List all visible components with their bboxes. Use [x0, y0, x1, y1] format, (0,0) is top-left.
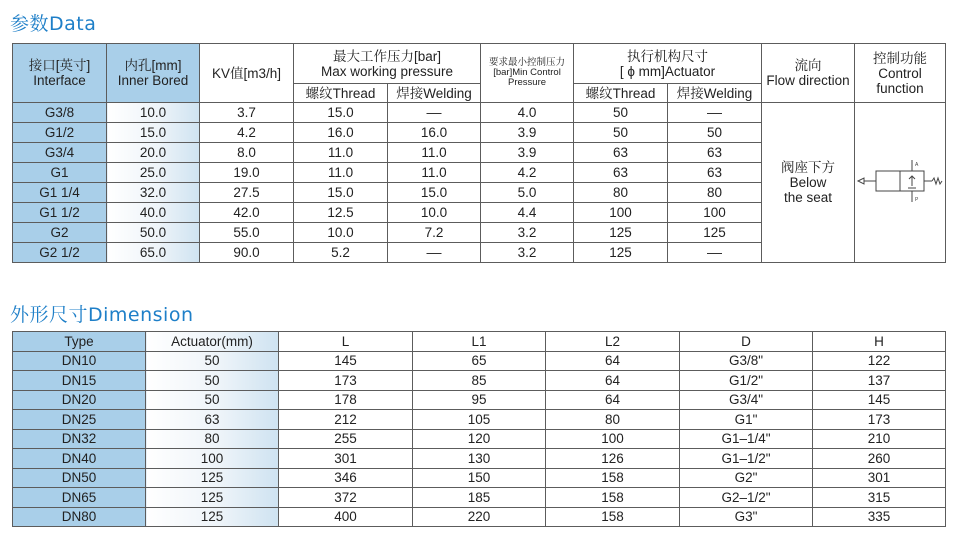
actuator-cell: 63 [146, 410, 279, 430]
interface-cell: G1/2 [13, 123, 107, 143]
actuator-welding-cell: 80 [668, 183, 762, 203]
h-cell: 301 [813, 468, 946, 488]
actuator-header-cn: 执行机构尺寸 [627, 48, 709, 64]
pressure-thread-cell: 10.0 [294, 223, 388, 243]
max-pressure-header [294, 44, 481, 84]
bore-header-cn: 内孔[mm] [124, 58, 182, 73]
table-row [13, 390, 946, 410]
actuator-welding-cell: 63 [668, 163, 762, 183]
header-row [13, 332, 946, 352]
min-control-cell: 5.0 [481, 183, 574, 203]
bore-cell: 25.0 [107, 163, 200, 183]
l-cell: 255 [279, 429, 413, 449]
l-header: L [279, 332, 413, 352]
pressure-welding-cell: 11.0 [388, 163, 481, 183]
h-header: H [813, 332, 946, 352]
pressure-welding-cell: 10.0 [388, 203, 481, 223]
actuator-thread-cell: 80 [574, 183, 668, 203]
bore-cell: 20.0 [107, 143, 200, 163]
interface-cell: G1 1/4 [13, 183, 107, 203]
actuator-welding-cell: 50 [668, 123, 762, 143]
kv-cell: 8.0 [200, 143, 294, 163]
flow-direction-cell [762, 103, 855, 263]
type-cell: DN25 [13, 410, 146, 430]
l1-cell: 185 [413, 488, 546, 508]
interface-cell: G3/4 [13, 143, 107, 163]
actuator-cell: 125 [146, 468, 279, 488]
type-cell: DN80 [13, 507, 146, 527]
l1-cell: 105 [413, 410, 546, 430]
max-pressure-header-en: Max working pressure [320, 63, 454, 79]
actuator-cell: 50 [146, 390, 279, 410]
h-cell: 137 [813, 371, 946, 391]
type-cell: DN32 [13, 429, 146, 449]
type-cell: DN20 [13, 390, 146, 410]
table-row [13, 488, 946, 508]
actuator-thread-header: 螺纹Thread [574, 84, 668, 103]
pressure-thread-cell: 15.0 [294, 103, 388, 123]
l2-cell: 158 [546, 468, 680, 488]
dimension-table [12, 331, 946, 527]
interface-cell: G1 1/2 [13, 203, 107, 223]
pressure-welding-header: 焊接Welding [388, 84, 481, 103]
bore-cell: 15.0 [107, 123, 200, 143]
kv-cell: 27.5 [200, 183, 294, 203]
l1-cell: 130 [413, 449, 546, 469]
table-row [13, 371, 946, 391]
l-cell: 212 [279, 410, 413, 430]
l2-cell: 158 [546, 488, 680, 508]
min-control-cell: 3.2 [481, 223, 574, 243]
actuator-header [574, 44, 762, 84]
flow-value-en2: the seat [783, 190, 833, 205]
port-p-label: P [915, 197, 919, 203]
h-cell: 210 [813, 429, 946, 449]
table-row [13, 351, 946, 371]
interface-cell: G2 1/2 [13, 243, 107, 263]
l-cell: 145 [279, 351, 413, 371]
table-row [13, 103, 946, 123]
l-cell: 178 [279, 390, 413, 410]
flow-value-cn: 阀座下方 [781, 160, 836, 175]
d-cell: G2–1/2" [680, 488, 813, 508]
type-cell: DN40 [13, 449, 146, 469]
pressure-welding-cell: 15.0 [388, 183, 481, 203]
control-header-en2: function [876, 80, 924, 96]
pressure-welding-cell: 16.0 [388, 123, 481, 143]
h-cell: 335 [813, 507, 946, 527]
flow-value-en1: Below [789, 175, 827, 190]
d-cell: G1–1/2" [680, 449, 813, 469]
h-cell: 122 [813, 351, 946, 371]
table-row [13, 468, 946, 488]
h-cell: 145 [813, 390, 946, 410]
actuator-welding-cell: 63 [668, 143, 762, 163]
l2-cell: 158 [546, 507, 680, 527]
l-cell: 346 [279, 468, 413, 488]
d-header: D [680, 332, 813, 352]
actuator-thread-cell: 125 [574, 223, 668, 243]
min-control-cell: 4.2 [481, 163, 574, 183]
actuator-cell: 50 [146, 351, 279, 371]
bore-cell: 10.0 [107, 103, 200, 123]
control-function-cell [855, 103, 946, 263]
d-cell: G3/8" [680, 351, 813, 371]
control-header-en1: Control [878, 65, 922, 81]
l2-cell: 80 [546, 410, 680, 430]
interface-cell: G3/8 [13, 103, 107, 123]
flow-direction-header [762, 44, 855, 103]
h-cell: 315 [813, 488, 946, 508]
type-header: Type [13, 332, 146, 352]
interface-header-en: Interface [33, 73, 86, 88]
min-control-header-en2: Pressure [508, 77, 547, 88]
pressure-thread-cell: 5.2 [294, 243, 388, 263]
l2-cell: 100 [546, 429, 680, 449]
actuator-welding-header: 焊接Welding [668, 84, 762, 103]
l1-header: L1 [413, 332, 546, 352]
bore-cell: 32.0 [107, 183, 200, 203]
d-cell: G3/4" [680, 390, 813, 410]
l2-cell: 64 [546, 390, 680, 410]
d-cell: G3" [680, 507, 813, 527]
h-cell: 260 [813, 449, 946, 469]
d-cell: G2" [680, 468, 813, 488]
actuator-welding-cell: 125 [668, 223, 762, 243]
port-a-label: A [915, 162, 919, 168]
l1-cell: 220 [413, 507, 546, 527]
table-row [13, 410, 946, 430]
d-cell: G1" [680, 410, 813, 430]
l-cell: 301 [279, 449, 413, 469]
type-cell: DN15 [13, 371, 146, 391]
actuator-cell: 125 [146, 507, 279, 527]
actuator-cell: 80 [146, 429, 279, 449]
kv-cell: 42.0 [200, 203, 294, 223]
control-header-cn: 控制功能 [873, 50, 928, 66]
min-control-cell: 3.9 [481, 123, 574, 143]
pressure-thread-cell: 15.0 [294, 183, 388, 203]
actuator-header: Actuator(mm) [146, 332, 279, 352]
pressure-thread-cell: 11.0 [294, 163, 388, 183]
actuator-thread-cell: 63 [574, 143, 668, 163]
interface-cell: G1 [13, 163, 107, 183]
min-control-cell: 4.4 [481, 203, 574, 223]
table-row [13, 449, 946, 469]
min-control-cell: 3.9 [481, 143, 574, 163]
pressure-welding-cell: –– [388, 103, 481, 123]
l-cell: 173 [279, 371, 413, 391]
parameter-table [12, 43, 946, 263]
kv-cell: 4.2 [200, 123, 294, 143]
table-row [13, 507, 946, 527]
l2-cell: 64 [546, 351, 680, 371]
kv-cell: 90.0 [200, 243, 294, 263]
kv-header: KV值[m3/h] [200, 44, 294, 103]
valve-symbol-icon [856, 156, 944, 206]
l1-cell: 85 [413, 371, 546, 391]
kv-cell: 3.7 [200, 103, 294, 123]
l2-header: L2 [546, 332, 680, 352]
actuator-cell: 125 [146, 488, 279, 508]
type-cell: DN50 [13, 468, 146, 488]
min-control-header-en1: [bar]Min Control [493, 67, 561, 78]
flow-header-cn: 流向 [794, 58, 822, 73]
interface-header-cn: 接口[英寸] [28, 58, 91, 73]
interface-header [13, 44, 107, 103]
d-cell: G1/2" [680, 371, 813, 391]
h-cell: 173 [813, 410, 946, 430]
bore-cell: 40.0 [107, 203, 200, 223]
actuator-thread-cell: 50 [574, 103, 668, 123]
bore-header [107, 44, 200, 103]
data-section-title: 参数Data [10, 13, 97, 35]
actuator-thread-cell: 125 [574, 243, 668, 263]
bore-cell: 50.0 [107, 223, 200, 243]
pressure-thread-cell: 11.0 [294, 143, 388, 163]
l-cell: 400 [279, 507, 413, 527]
bore-cell: 65.0 [107, 243, 200, 263]
pressure-welding-cell: 11.0 [388, 143, 481, 163]
l1-cell: 150 [413, 468, 546, 488]
l-cell: 372 [279, 488, 413, 508]
pressure-welding-cell: –– [388, 243, 481, 263]
actuator-welding-cell: –– [668, 103, 762, 123]
l1-cell: 95 [413, 390, 546, 410]
flow-header-en: Flow direction [766, 73, 850, 88]
min-control-cell: 3.2 [481, 243, 574, 263]
control-function-header [855, 44, 946, 103]
min-control-cell: 4.0 [481, 103, 574, 123]
actuator-thread-cell: 50 [574, 123, 668, 143]
pressure-thread-cell: 16.0 [294, 123, 388, 143]
bore-header-en: Inner Bored [117, 73, 189, 88]
type-cell: DN10 [13, 351, 146, 371]
min-control-header-cn: 要求最小控制压力 [489, 57, 566, 68]
pressure-welding-cell: 7.2 [388, 223, 481, 243]
actuator-thread-cell: 100 [574, 203, 668, 223]
actuator-header-en: [ ϕ mm]Actuator [619, 63, 716, 79]
l1-cell: 65 [413, 351, 546, 371]
min-control-header [481, 44, 574, 103]
pressure-thread-header: 螺纹Thread [294, 84, 388, 103]
kv-cell: 19.0 [200, 163, 294, 183]
kv-cell: 55.0 [200, 223, 294, 243]
actuator-thread-cell: 63 [574, 163, 668, 183]
dimension-section-title: 外形尺寸Dimension [10, 304, 194, 326]
actuator-cell: 100 [146, 449, 279, 469]
pressure-thread-cell: 12.5 [294, 203, 388, 223]
interface-cell: G2 [13, 223, 107, 243]
type-cell: DN65 [13, 488, 146, 508]
l1-cell: 120 [413, 429, 546, 449]
table-row [13, 429, 946, 449]
actuator-cell: 50 [146, 371, 279, 391]
d-cell: G1–1/4" [680, 429, 813, 449]
actuator-welding-cell: –– [668, 243, 762, 263]
max-pressure-header-cn: 最大工作压力[bar] [333, 48, 442, 64]
actuator-welding-cell: 100 [668, 203, 762, 223]
l2-cell: 126 [546, 449, 680, 469]
l2-cell: 64 [546, 371, 680, 391]
